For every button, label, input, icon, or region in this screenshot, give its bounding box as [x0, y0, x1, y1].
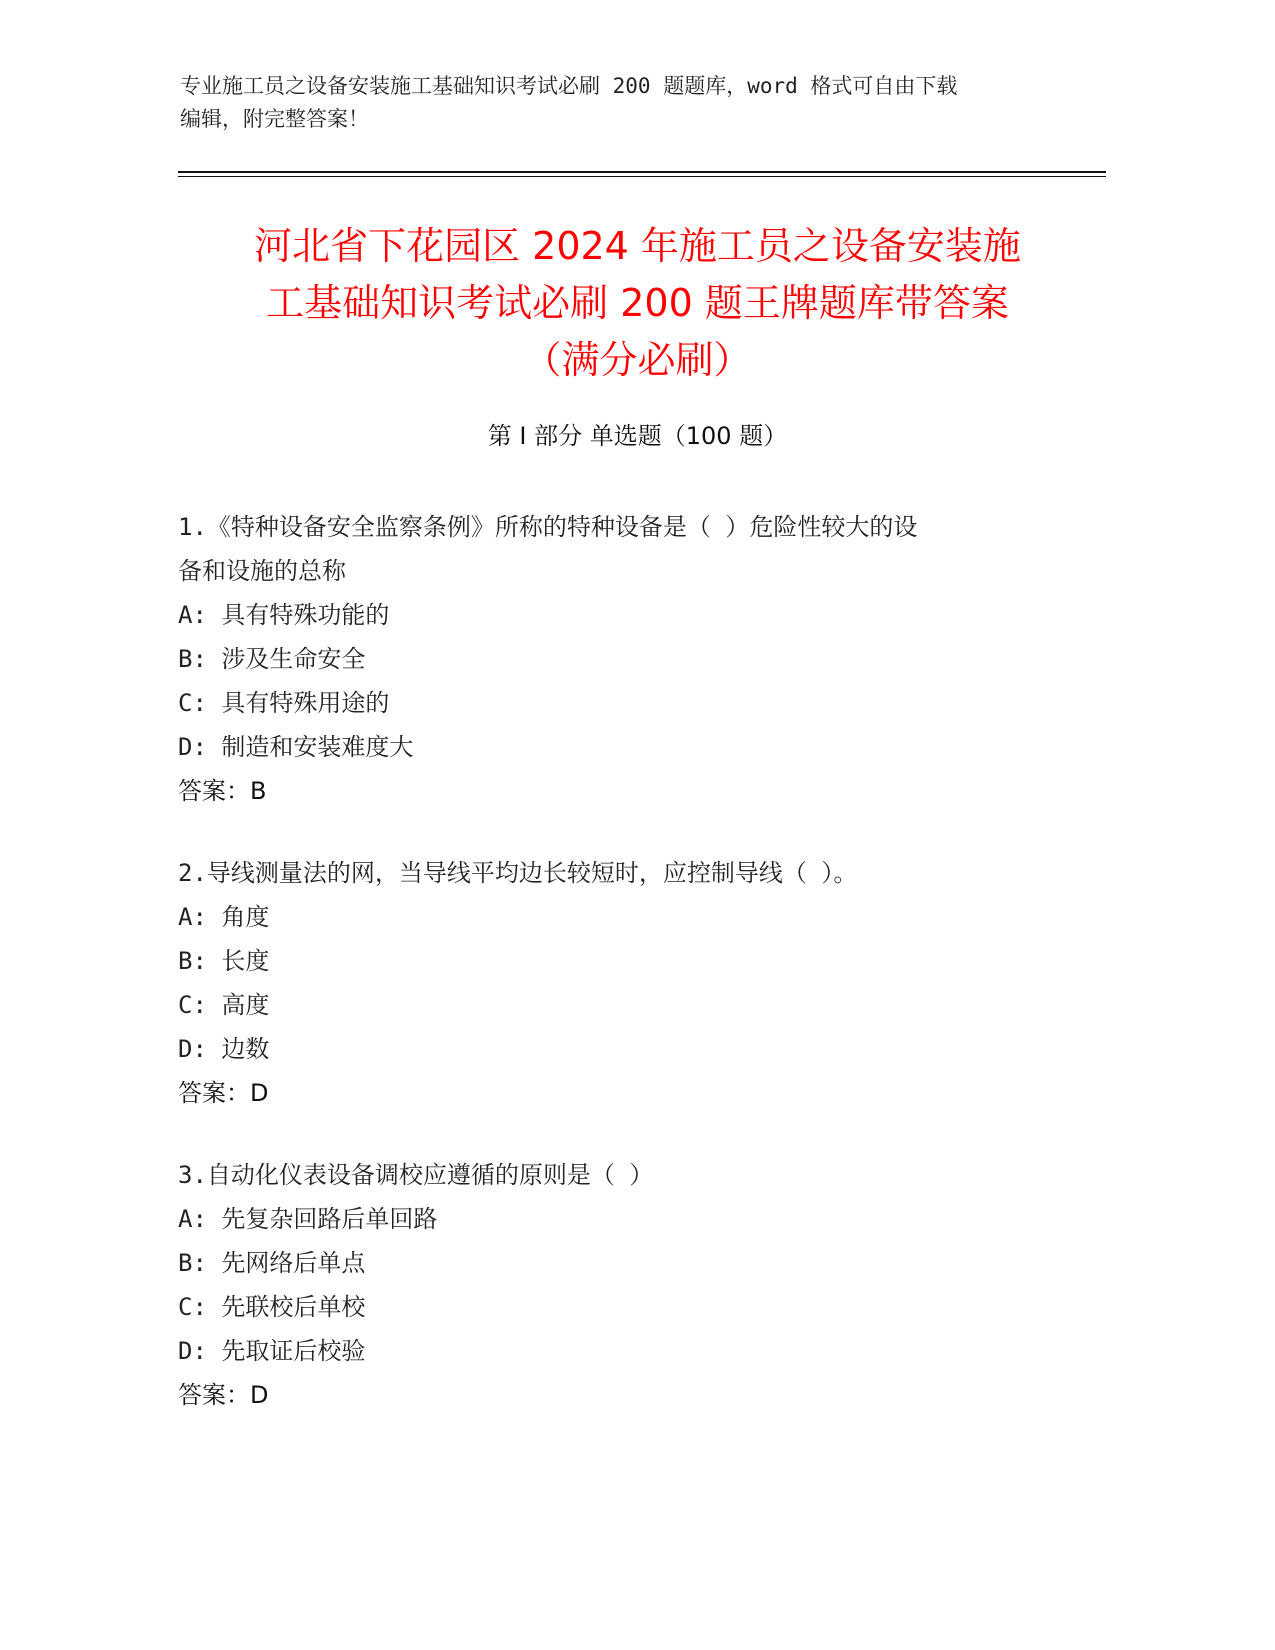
title-line-3: （满分必刷） [523, 338, 752, 382]
answer: 答案：B [178, 777, 267, 805]
option-c: C: 高度 [178, 991, 270, 1019]
option-b: B: 先网络后单点 [178, 1249, 366, 1277]
question-1 [178, 505, 1048, 813]
header-divider-thick [178, 171, 1106, 173]
question-stem: 2.导线测量法的网，当导线平均边长较短时，应控制导线（ ）。 [178, 859, 858, 887]
option-a: A: 具有特殊功能的 [178, 601, 390, 629]
option-d: D: 先取证后校验 [178, 1337, 366, 1365]
question-3 [178, 1153, 1048, 1417]
question-2 [178, 851, 1048, 1115]
option-c: C: 具有特殊用途的 [178, 689, 390, 717]
header-note-line-2: 编辑，附完整答案！ [180, 107, 369, 131]
option-b: B: 涉及生命安全 [178, 645, 366, 673]
header-divider-thin [178, 176, 1106, 177]
option-d: D: 制造和安装难度大 [178, 733, 414, 761]
option-c: C: 先联校后单校 [178, 1293, 366, 1321]
title-line-2: 工基础知识考试必刷 200 题王牌题库带答案 [266, 281, 1009, 325]
option-b: B: 长度 [178, 947, 270, 975]
answer: 答案：D [178, 1079, 269, 1107]
document-title [170, 218, 1105, 389]
section-heading: 第 I 部分 单选题（100 题） [487, 422, 788, 450]
question-list [178, 505, 1048, 1455]
header-note-line-1: 专业施工员之设备安装施工基础知识考试必刷 200 题题库，word 格式可自由下载 [180, 74, 958, 98]
header-note [180, 70, 1060, 136]
question-stem-continued: 备和设施的总称 [178, 557, 346, 585]
option-a: A: 角度 [178, 903, 270, 931]
title-line-1: 河北省下花园区 2024 年施工员之设备安装施 [254, 224, 1021, 268]
answer: 答案：D [178, 1381, 269, 1409]
option-a: A: 先复杂回路后单回路 [178, 1205, 438, 1233]
question-stem: 3.自动化仪表设备调校应遵循的原则是（ ） [178, 1161, 654, 1189]
question-stem: 1.《特种设备安全监察条例》所称的特种设备是（ ）危险性较大的设 [178, 513, 918, 541]
option-d: D: 边数 [178, 1035, 270, 1063]
